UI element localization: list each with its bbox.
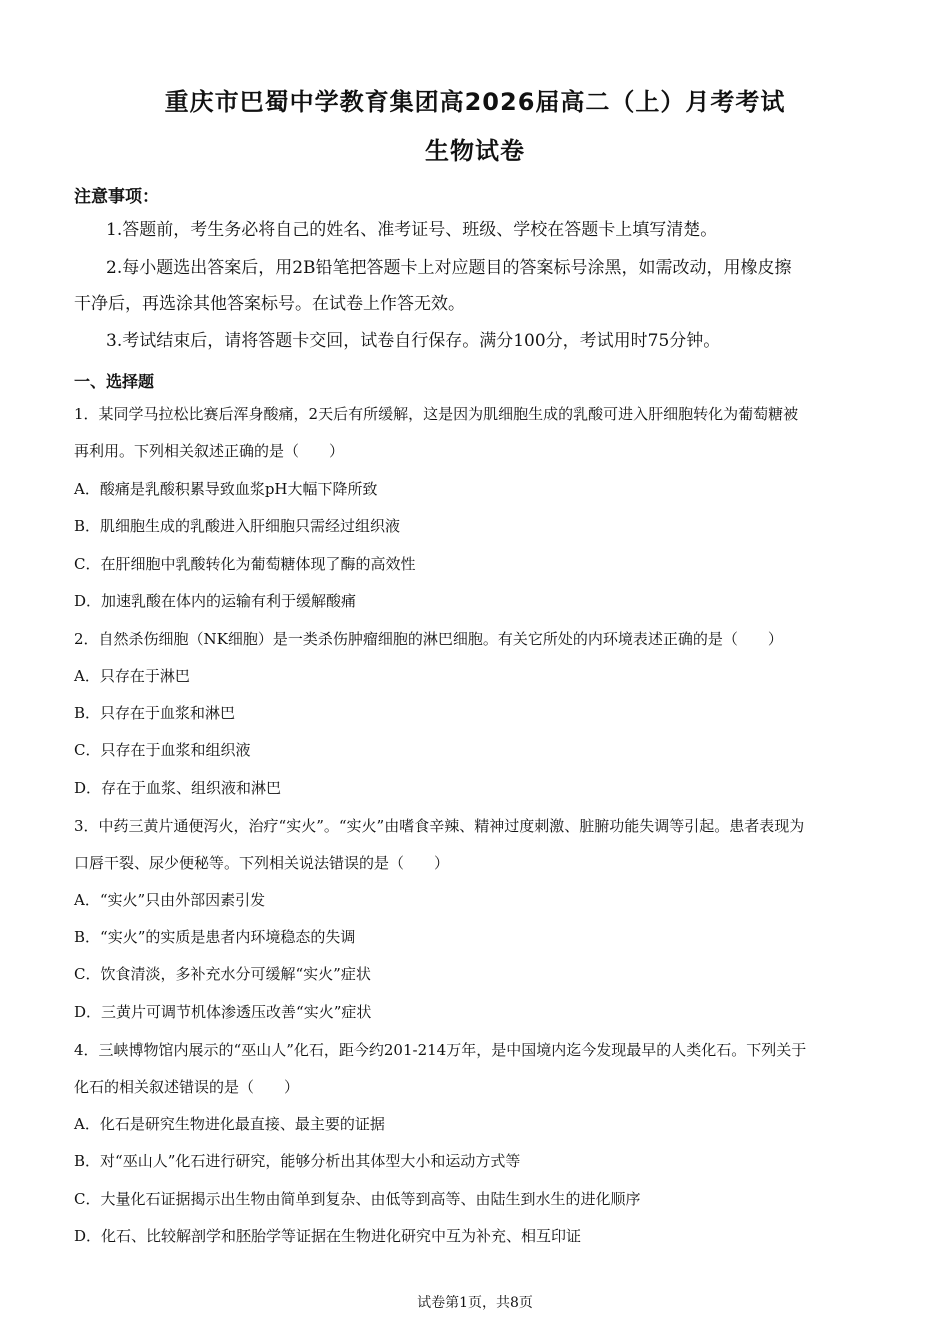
exam-title: 重庆市巴蜀中学教育集团高2026届高二（上）月考考试 [164, 88, 786, 116]
note-line-1: 1.答题前，考生务必将自己的姓名、准考证号、班级、学校在答题卡上填写清楚。 [106, 220, 718, 240]
question-stem-line: 化石的相关叙述错误的是（ ） [74, 1078, 300, 1096]
option-d: D．三黄片可调节机体渗透压改善“实火”症状 [74, 1003, 372, 1021]
question-stem-line: 4．三峡博物馆内展示的“巫山人”化石，距今约201-214万年，是中国境内迄今发现最早的人类化石。下列关于 [74, 1041, 807, 1059]
notes-heading: 注意事项： [74, 187, 159, 207]
option-c: C．在肝细胞中乳酸转化为葡萄糖体现了酶的高效性 [74, 555, 416, 573]
note-line-3: 3.考试结束后，请将答题卡交回，试卷自行保存。满分100分，考试用时75分钟。 [106, 331, 721, 351]
section-heading: 一、选择题 [74, 372, 155, 391]
note-line-2-cont: 干净后，再选涂其他答案标号。在试卷上作答无效。 [74, 294, 465, 314]
page-footer: 试卷第1页，共8页 [417, 1295, 533, 1311]
option-c: C．只存在于血浆和组织液 [74, 741, 251, 759]
note-line-2: 2.每小题选出答案后，用2B铅笔把答题卡上对应题目的答案标号涂黑，如需改动，用橡皮擦 [106, 258, 792, 278]
option-a: A．酸痛是乳酸积累导致血浆pH大幅下降所致 [74, 480, 378, 498]
option-d: D．化石、比较解剖学和胚胎学等证据在生物进化研究中互为补充、相互印证 [74, 1227, 582, 1245]
option-b: B．对“巫山人”化石进行研究，能够分析出其体型大小和运动方式等 [74, 1152, 521, 1170]
option-a: A．“实火”只由外部因素引发 [74, 891, 266, 909]
option-a: A．只存在于淋巴 [74, 667, 190, 685]
option-b: B．“实火”的实质是患者内环境稳态的失调 [74, 928, 356, 946]
option-b: B．只存在于血浆和淋巴 [74, 704, 236, 722]
question-stem-line: 再利用。下列相关叙述正确的是（ ） [74, 442, 345, 460]
option-d: D．加速乳酸在体内的运输有利于缓解酸痛 [74, 592, 357, 610]
option-a: A．化石是研究生物进化最直接、最主要的证据 [74, 1115, 385, 1133]
option-c: C．大量化石证据揭示出生物由简单到复杂、由低等到高等、由陆生到水生的进化顺序 [74, 1190, 641, 1208]
question-stem-line: 2．自然杀伤细胞（NK细胞）是一类杀伤肿瘤细胞的淋巴细胞。有关它所处的内环境表述正确的是（ ） [74, 630, 783, 648]
question-stem-line: 1．某同学马拉松比赛后浑身酸痛，2天后有所缓解，这是因为肌细胞生成的乳酸可进入肝细胞转化为葡萄糖被 [74, 405, 799, 423]
option-d: D．存在于血浆、组织液和淋巴 [74, 779, 282, 797]
question-stem-line: 口唇干裂、尿少便秘等。下列相关说法错误的是（ ） [74, 854, 450, 872]
exam-subtitle: 生物试卷 [425, 137, 525, 165]
option-c: C．饮食清淡，多补充水分可缓解“实火”症状 [74, 965, 371, 983]
question-stem-line: 3．中药三黄片通便泻火，治疗“实火”。“实火”由嗜食辛辣、精神过度刺激、脏腑功能失调等引起。患者表现为 [74, 817, 805, 835]
option-b: B．肌细胞生成的乳酸进入肝细胞只需经过组织液 [74, 517, 401, 535]
